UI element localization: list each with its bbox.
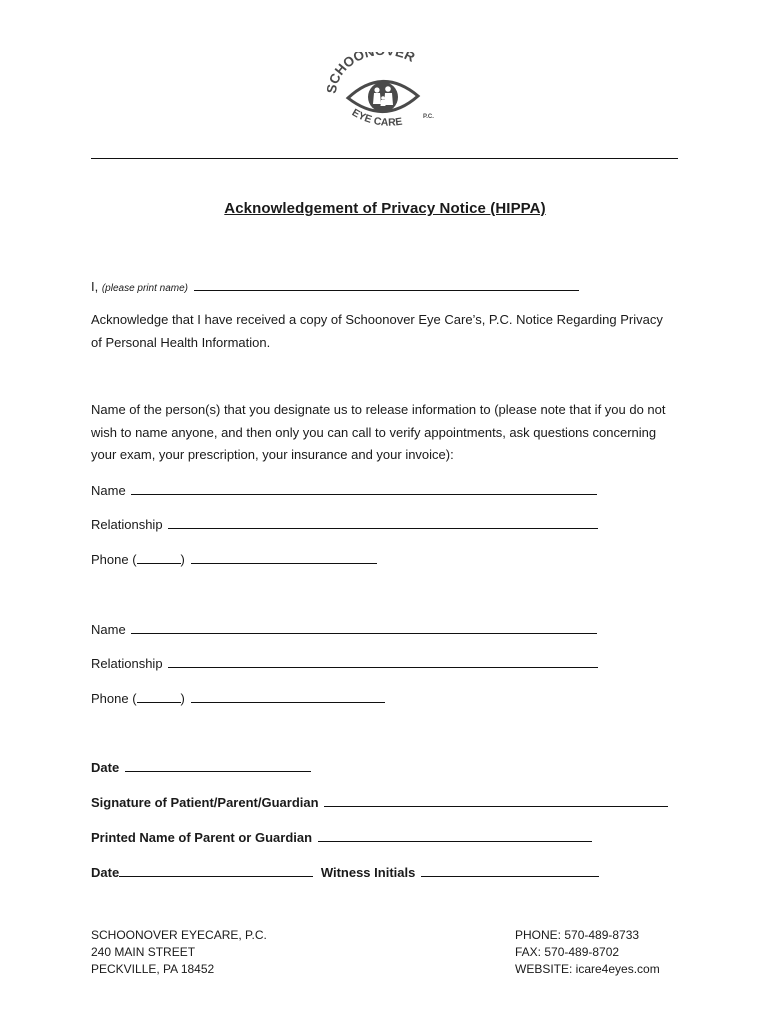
- footer-street: 240 MAIN STREET: [91, 945, 196, 959]
- footer-phone: PHONE: 570-489-8733: [515, 928, 640, 942]
- date-witness-line: [91, 864, 599, 880]
- date-field[interactable]: [125, 759, 311, 772]
- person2-name-line: [91, 621, 597, 637]
- footer-website: WEBSITE: icare4eyes.com: [515, 962, 660, 976]
- person2-phone-close: ): [180, 691, 185, 706]
- logo-name-bottom: EYE CARE: [349, 106, 404, 129]
- footer-contact: [515, 927, 660, 978]
- signature-label: Signature of Patient/Parent/Guardian: [91, 795, 319, 810]
- date-line: [91, 759, 311, 775]
- person2-relationship-label: Relationship: [91, 656, 163, 671]
- person1-phone-close: ): [180, 552, 185, 567]
- person2-name-field[interactable]: [131, 621, 597, 634]
- person1-relationship-label: Relationship: [91, 517, 163, 532]
- person1-relationship-line: [91, 516, 598, 532]
- print-name-hint: (please print name): [101, 283, 188, 294]
- person2-name-label: Name: [91, 622, 126, 637]
- date2-label: Date: [91, 865, 120, 880]
- signature-line: [91, 794, 668, 810]
- person1-phone-field[interactable]: [191, 551, 377, 564]
- person2-area-code-field[interactable]: [137, 690, 181, 703]
- witness-label: Witness Initials: [320, 865, 416, 880]
- page-title: Acknowledgement of Privacy Notice (HIPPA): [224, 200, 546, 217]
- print-name-prefix: I,: [91, 279, 102, 294]
- person1-relationship-field[interactable]: [168, 516, 598, 529]
- footer-fax: FAX: 570-489-8702: [515, 945, 620, 959]
- logo-name-top: CHOON ER: [326, 52, 418, 87]
- person2-relationship-line: [91, 655, 598, 671]
- print-name-line: [91, 278, 579, 294]
- logo-suffix: P.C.: [423, 114, 434, 120]
- person2-phone-label: Phone (: [91, 691, 137, 706]
- person1-name-field[interactable]: [131, 482, 597, 495]
- date2-field[interactable]: [119, 864, 313, 877]
- header-rule: [91, 158, 678, 159]
- person2-relationship-field[interactable]: [168, 655, 598, 668]
- person1-area-code-field[interactable]: [137, 551, 181, 564]
- designate-paragraph: Name of the person(s) that you designate us to release information to (please note that if you do not wish to name anyone, and then only you can call to verify appointments, ask questions concerning your exam, your prescription, your insurance and your invoice):: [91, 402, 666, 462]
- footer-address: [91, 927, 267, 978]
- printed-name-field[interactable]: [318, 829, 592, 842]
- signature-field[interactable]: [324, 794, 668, 807]
- person1-phone-label: Phone (: [91, 552, 137, 567]
- person2-phone-field[interactable]: [191, 690, 385, 703]
- person2-phone-line: [91, 690, 385, 706]
- acknowledge-paragraph: Acknowledge that I have received a copy of Schoonover Eye Care’s, P.C. Notice Regarding Privacy of Personal Health Information.: [91, 312, 663, 350]
- person1-phone-line: [91, 551, 377, 567]
- person1-name-label: Name: [91, 483, 126, 498]
- person1-name-line: [91, 482, 597, 498]
- company-logo: [326, 52, 440, 136]
- witness-initials-field[interactable]: [421, 864, 599, 877]
- printed-name-label: Printed Name of Parent or Guardian: [91, 830, 313, 845]
- date-label: Date: [91, 760, 120, 775]
- footer-company: SCHOONOVER EYECARE, P.C.: [91, 928, 267, 942]
- print-name-field[interactable]: [194, 278, 579, 291]
- printed-name-line: [91, 829, 592, 845]
- footer-city: PECKVILLE, PA 18452: [91, 962, 215, 976]
